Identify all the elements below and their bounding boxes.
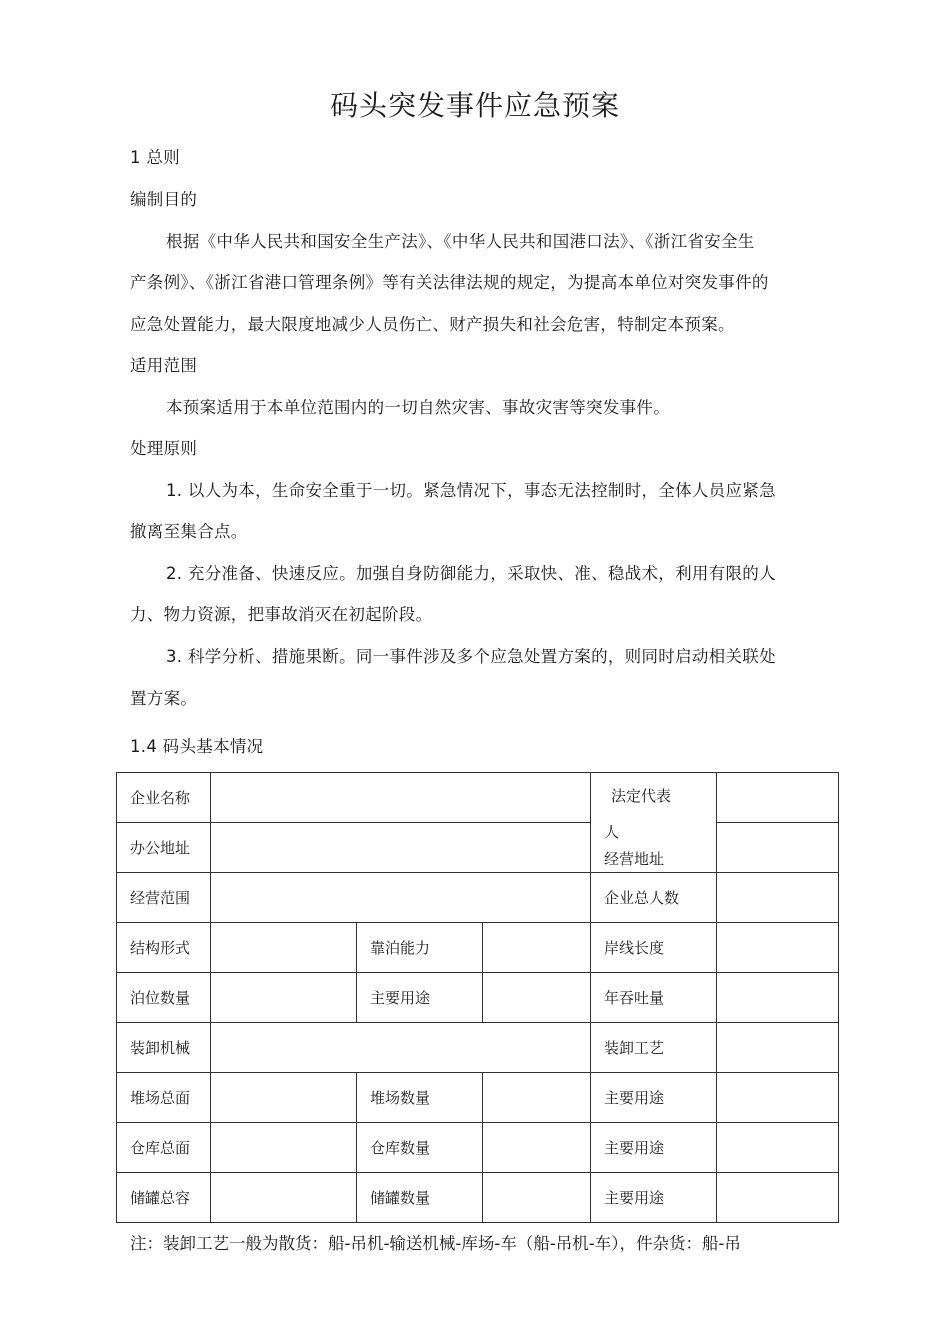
purpose-line-2: 产条例》、《浙江省港口管理条例》等有关法律法规的规定，为提高本单位对突发事件的 [130,273,769,292]
label-legal-rep-cont: 人 [604,823,620,841]
value-warehouse-count[interactable] [483,1123,591,1173]
value-business-scope[interactable] [211,873,591,923]
section-purpose: 编制目的 [130,190,198,209]
principle-2-line-1: 2. 充分准备、快速反应。加强自身防御能力，采取快、准、稳战术，利用有限的人 [166,564,776,583]
section-principles: 处理原则 [130,439,198,458]
table-row [117,1073,839,1123]
value-main-use[interactable] [483,973,591,1023]
label-berth-count: 泊位数量 [117,973,211,1023]
label-office-address: 办公地址 [117,823,211,873]
label-warehouse-main-use: 主要用途 [591,1123,717,1173]
label-tank-count: 储罐数量 [357,1173,483,1223]
label-main-use: 主要用途 [357,973,483,1023]
value-berthing-capacity[interactable] [483,923,591,973]
label-yard-main-use: 主要用途 [591,1073,717,1123]
document-title: 码头突发事件应急预案 [329,89,620,122]
value-legal-rep[interactable] [717,773,839,823]
value-annual-throughput[interactable] [717,973,839,1023]
value-yard-area[interactable] [211,1073,357,1123]
principle-2-line-2: 力、物力资源，把事故消灭在初起阶段。 [130,605,433,624]
purpose-line-3: 应急处置能力，最大限度地减少人员伤亡、财产损失和社会危害，特制定本预案。 [130,315,735,334]
label-total-staff: 企业总人数 [591,873,717,923]
table-row [117,873,839,923]
value-tank-main-use[interactable] [717,1173,839,1223]
value-tank-count[interactable] [483,1173,591,1223]
value-warehouse-main-use[interactable] [717,1123,839,1173]
value-shoreline-length[interactable] [717,923,839,973]
label-legal-rep: 法定代表 [611,787,672,805]
table-row [117,1173,839,1223]
scope-text: 本预案适用于本单位范围内的一切自然灾害、事故灾害等突发事件。 [166,398,670,417]
table-row [117,923,839,973]
label-business-scope: 经营范围 [117,873,211,923]
principle-1-line-2: 撤离至集合点。 [130,522,248,541]
value-tank-capacity[interactable] [211,1173,357,1223]
label-handling-machinery: 装卸机械 [117,1023,211,1073]
purpose-line-1: 根据《中华人民共和国安全生产法》、《中华人民共和国港口法》、《浙江省安全生 [166,232,755,251]
label-yard-area: 堆场总面 [117,1073,211,1123]
label-warehouse-area: 仓库总面 [117,1123,211,1173]
value-office-address[interactable] [211,823,591,873]
value-handling-machinery[interactable] [211,1023,591,1073]
principle-1-line-1: 1. 以人为本，生命安全重于一切。紧急情况下，事态无法控制时，全体人员应紧急 [166,481,776,500]
label-legal-rep-business-address [591,773,717,873]
principle-3-line-1: 3. 科学分析、措施果断。同一事件涉及多个应急处置方案的，则同时启动相关联处 [166,647,776,666]
label-shoreline-length: 岸线长度 [591,923,717,973]
label-handling-process: 装卸工艺 [591,1023,717,1073]
value-company-name[interactable] [211,773,591,823]
value-berth-count[interactable] [211,973,357,1023]
value-warehouse-area[interactable] [211,1123,357,1173]
value-total-staff[interactable] [717,873,839,923]
value-yard-count[interactable] [483,1073,591,1123]
table-row [117,1023,839,1073]
value-handling-process[interactable] [717,1023,839,1073]
table-note: 注：装卸工艺一般为散货：船-吊机-输送机械-库场-车（船-吊机-车），件杂货：船-吊 [130,1234,741,1253]
label-tank-main-use: 主要用途 [591,1173,717,1223]
wharf-info-table [116,772,839,1223]
section-wharf-info: 1.4 码头基本情况 [130,737,264,756]
value-business-address[interactable] [717,823,839,873]
label-berthing-capacity: 靠泊能力 [357,923,483,973]
value-yard-main-use[interactable] [717,1073,839,1123]
label-annual-throughput: 年吞吐量 [591,973,717,1023]
principle-3-line-2: 置方案。 [130,689,198,708]
table-row [117,1123,839,1173]
label-company-name: 企业名称 [117,773,211,823]
label-yard-count: 堆场数量 [357,1073,483,1123]
table-row [117,823,839,873]
value-structure[interactable] [211,923,357,973]
table-row [117,973,839,1023]
section-general: 1 总则 [130,148,180,167]
label-warehouse-count: 仓库数量 [357,1123,483,1173]
label-tank-capacity: 储罐总容 [117,1173,211,1223]
section-scope: 适用范围 [130,356,198,375]
label-structure: 结构形式 [117,923,211,973]
table-row [117,773,839,823]
label-business-address: 经营地址 [604,850,665,868]
